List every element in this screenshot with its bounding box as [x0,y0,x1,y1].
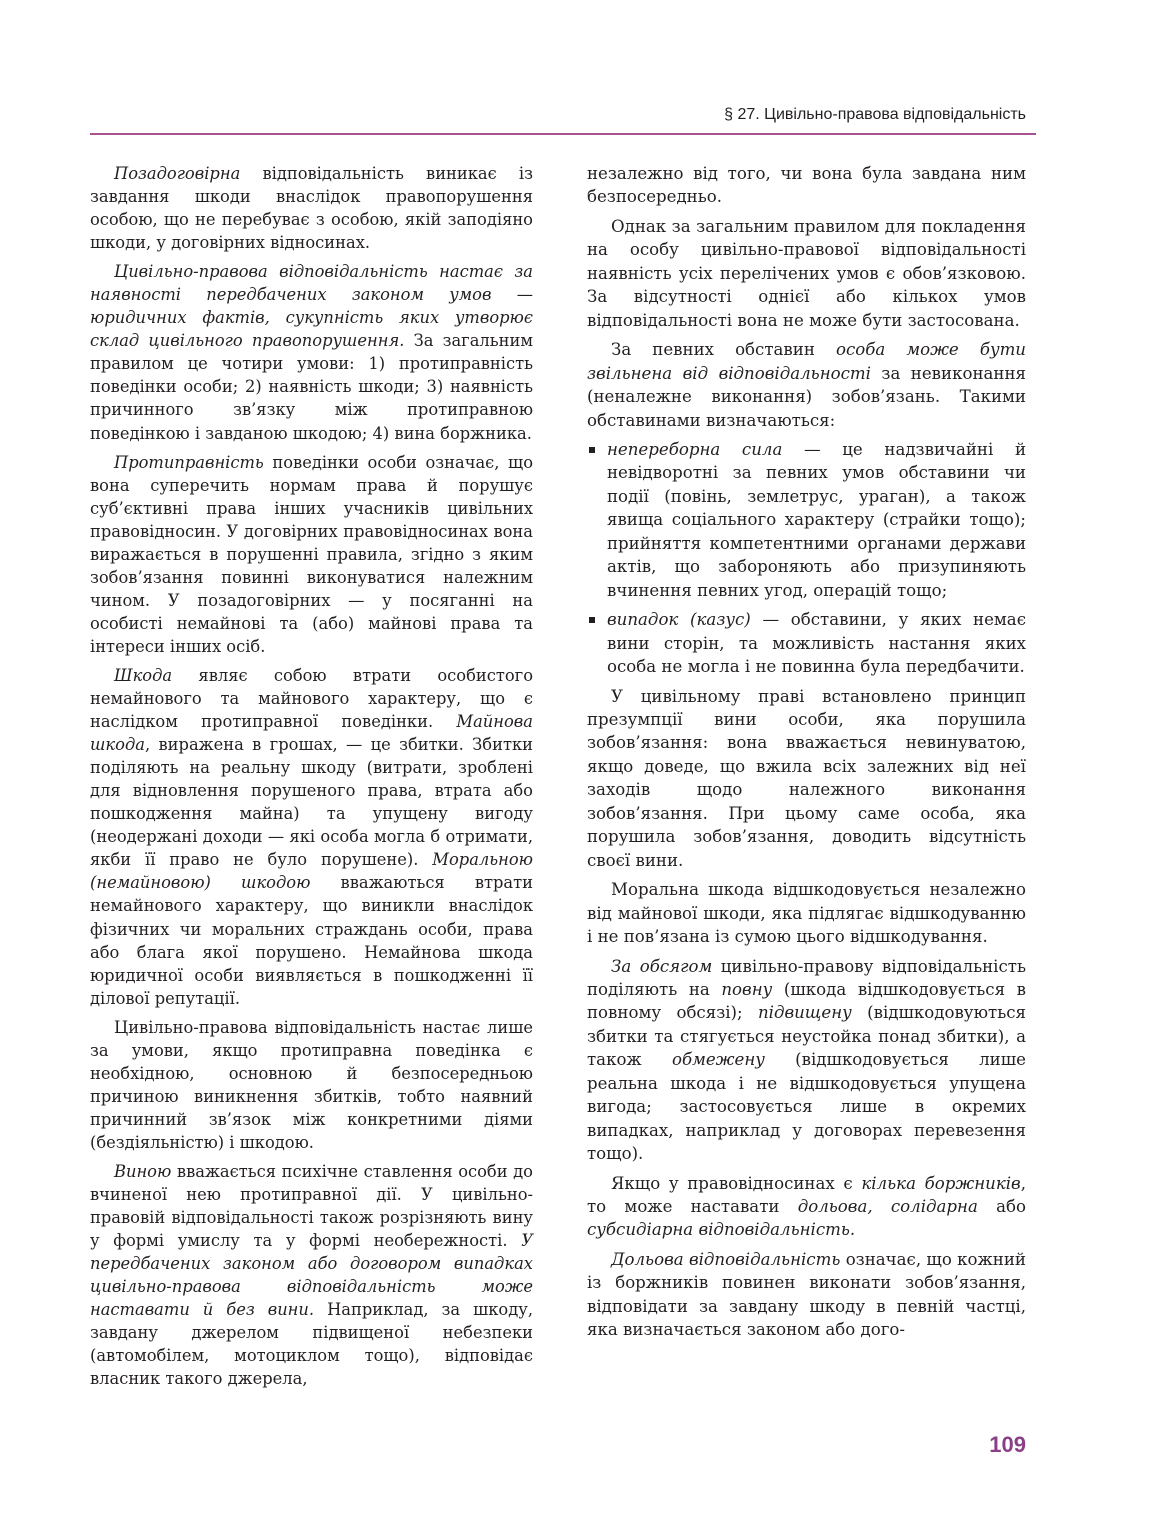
text: поведінки особи означає, що вона суперечить нормам права й порушує суб’єктивні права інших учасників цивільних правовідносин. У договірних правовідносинах вона виражається в порушенні правила, згідно з яким зобов’язання повинні виконуватися належним чином. У позадоговірних — у посяганні на особисті немайнові та (або) майнові права та інтереси інших осіб. [90,452,533,656]
text: (шкода відшкодовується в повному обсязі); [587,979,1026,1023]
text: відповідальність виникає із завдання шкоди внаслідок правопорушення особою, що не перебуває з особою, якій заподіяно шкоди, у договірних відносинах. [90,164,533,253]
text: — обставини, у яких немає вини сторін, та можливість настання яких особа не могла і не повинна була передбачити. [607,610,1026,677]
text: , то може наставати [587,1173,1026,1217]
emphasis: підвищену [757,1003,852,1023]
text: За певних обставин [611,340,836,360]
right-column [587,162,1026,1342]
text: являє собою втрати особистого немайнового та майнового характеру, що є наслідком протиправної поведінки. [90,665,533,732]
paragraph-presumption: У цивільному праві встановлено принцип презумпції вини особи, яка порушила зобов’язання: вона вважається невинуватою, якщо доведе, що вжила всіх залежних від неї заходів щодо належного виконання зобов’язання. При цьому саме особа, яка порушила зобов’язання, доводить відсутність своєї вини. [587,686,1026,870]
paragraph-general-rule: Однак за загальним правилом для покладення на особу цивільно-правової відповідальності наявність усіх перелічених умов є обов’язковою. За відсутності однієї або кількох умов відповідальності вона не може бути застосована. [587,216,1026,330]
emphasis: Дольова відповідальність [611,1249,841,1269]
paragraph-scope [587,955,1026,1166]
emphasis: За обсягом [611,956,713,976]
emphasis: Моральною (немайновою) шкодою [90,850,533,893]
paragraph-moral-damage: Моральна шкода відшкодовується незалежно від майнової шкоди, яка підлягає відшкодуванню і не пов’язана із сумою цього відшкодування. [587,880,1026,947]
emphasis: дольова, солідарна [797,1197,978,1217]
text: цивільно-правову відповідальність поділяють на [587,956,1026,999]
paragraph-guilt [90,1160,533,1390]
header-rule [90,133,1036,135]
emphasis: Шкода [114,665,173,685]
square-bullet-icon [589,447,595,453]
emphasis: Цивільно-правова відповідальність настає за наявності передбачених законом умов — юридичних фактів, сукупність яких утворює склад цивільного правопорушення. [90,262,533,351]
paragraph-exemption [587,338,1026,432]
bullet-force-majeure [587,438,1026,602]
paragraph-several-debtors [587,1172,1026,1242]
bullet-casus [587,608,1026,678]
text: (відшкодовуються збитки та стягується неустойка понад збитки), а також [587,1003,1026,1070]
text: Наприклад, за шкоду, завдану джерелом підвищеної небезпеки (автомобілем, мотоциклом тощо), відповідає власник такого джерела, [90,1300,533,1389]
text: — це надзвичайні й невідворотні за певних умов обставини чи події (повінь, землетрус, ураган), а також явища соціального характеру (страйки тощо); прийняття компетентними органами держави актів, що забороняють або призупиняють вчинення певних угод, операцій тощо; [607,439,1027,600]
emphasis: Майнова шкода [90,712,533,755]
paragraph-damage [90,664,533,1010]
emphasis: кілька боржників [861,1173,1021,1193]
paragraph-conditions [90,260,533,444]
paragraph-continued: незалежно від того, чи вона була завдана ним безпосередньо. [587,164,1026,207]
paragraph-unlawfulness [90,451,533,658]
text: За загальним правилом це чотири умови: 1) протиправність поведінки особи; 2) наявність шкоди; 3) наявність причинного зв’язку між протиправною поведінкою і завданою шкодою; 4) вина боржника. [90,331,533,443]
text: (відшкодовується лише реальна шкода і не відшкодовується упущена вигода; застосовується лише в окремих випадках, наприклад у договорах перевезення тощо). [587,1050,1026,1164]
text: , виражена в грошах, — це збитки. Збитки поділяють на реальну шкоду (витрати, зроблені для відновлення порушеного права, втрата або пошкодження майна) та упущену вигоду (неодержані доходи — які особа могла б отримати, якби її право не було порушене). [90,735,533,870]
paragraph-causation: Цивільно-правова відповідальність настає лише за умови, якщо протиправна поведінка є необхідною, основною й безпосередньою причиною виникнення збитків, тобто наявний причинний зв’язок між конкретними діями (бездіяльністю) і шкодою. [90,1017,533,1152]
emphasis: Виною [114,1161,172,1181]
text: вважається психічне ставлення особи до вчиненої нею протиправної дії. У цивільно-правовій відповідальності також розрізняють вину у формі умислу та у формі необережності. [90,1161,533,1251]
left-column [90,162,533,1390]
emphasis: У передбачених законом або договором випадках цивільно-правова відповідальність може наставати й без вини. [90,1231,533,1320]
emphasis: непереборна сила [607,439,783,459]
text: вважаються втрати немайнового характеру, що виникли внаслідок фізичних чи моральних страждань особи, права або блага якої порушено. Немайнова шкода юридичної особи виявляється в пошкодженні її ділової репутації. [90,873,533,1008]
emphasis: Позадоговірна [114,164,241,183]
emphasis: субсидіарна відповідальність. [587,1220,856,1240]
text: за невиконання (неналежне виконання) зобов’язань. Такими обставинами визначаються: [587,363,1026,430]
paragraph-shared-liability [587,1248,1026,1342]
paragraph-non-contractual [90,162,533,254]
emphasis: особа може бути звільнена від відповідальності [587,340,1026,383]
running-header: § 27. Цивільно-правова відповідальність [724,106,1026,123]
emphasis: обмежену [671,1050,765,1070]
emphasis: Протиправність [114,452,264,472]
text: означає, що кожний із боржників повинен виконати зобов’язання, відповідати за завдану шкоду в певній частці, яка визначається законом або дого- [587,1249,1026,1340]
text: або [977,1197,1026,1217]
square-bullet-icon [589,617,595,623]
page-number: 109 [989,1432,1026,1457]
emphasis: випадок (казус) [607,610,751,630]
text: Якщо у правовідносинах є [611,1173,862,1193]
emphasis: повну [721,979,773,999]
